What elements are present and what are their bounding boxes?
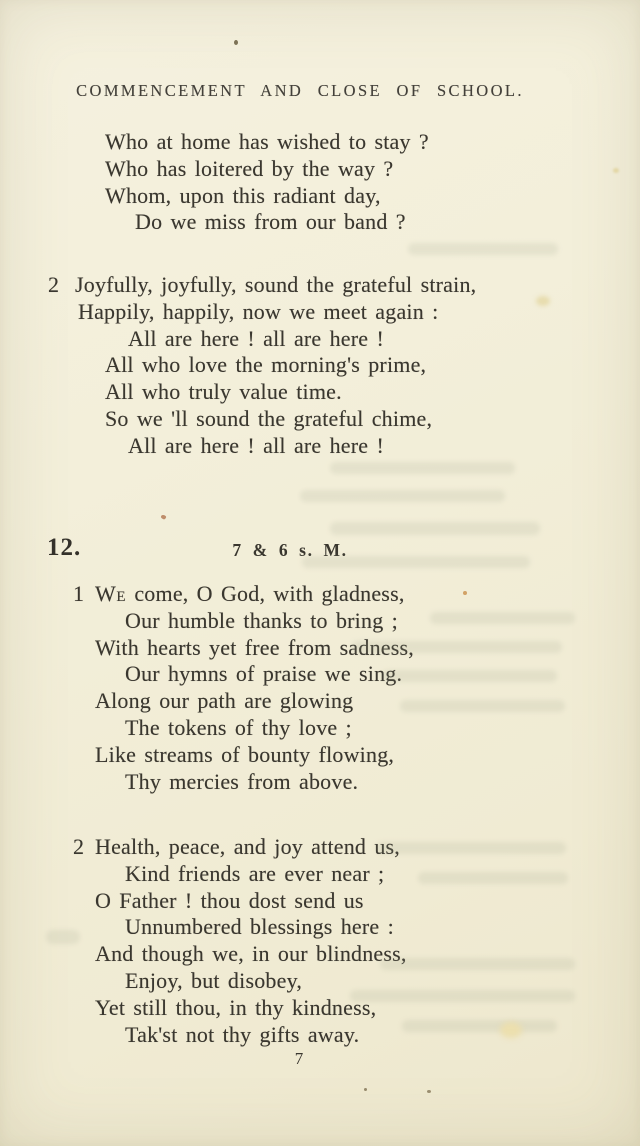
line-rest: come, O God, with gladness, [126, 581, 405, 606]
verse-number: 2 [48, 272, 59, 297]
poem-line: Whom, upon this radiant day, [105, 182, 381, 208]
paper-speck [160, 514, 166, 520]
bleed-through-smudge [380, 958, 575, 970]
bleed-through-smudge [418, 872, 568, 884]
poem-line: And though we, in our blindness, [95, 941, 407, 967]
verse-number: 1 [73, 581, 84, 606]
poem-line: Our hymns of praise we sing. [125, 661, 403, 687]
stanza-continuation [105, 129, 429, 236]
poem-line: All are here ! all are here ! [128, 325, 384, 351]
bleed-through-smudge [402, 1020, 557, 1032]
poem-line: With hearts yet free from sadness, [95, 634, 414, 660]
poem-line: The tokens of thy love ; [125, 714, 352, 740]
poem-line: Yet still thou, in thy kindness, [95, 994, 377, 1020]
paper-stain [536, 296, 550, 306]
poem-line: Like streams of bounty flowing, [95, 741, 395, 767]
hymn12-stanza-1 [73, 581, 414, 795]
poem-line: Happily, happily, now we meet again : [78, 298, 439, 324]
verse-number: 2 [73, 834, 84, 859]
poem-line: Kind friends are ever near ; [125, 860, 385, 886]
paper-stain [500, 1022, 522, 1038]
poem-line: All are here ! all are here ! [128, 432, 384, 458]
hymn-meter: 7 & 6 s. M. [232, 540, 348, 560]
poem-line: Enjoy, but disobey, [125, 967, 303, 993]
paper-speck [234, 40, 238, 45]
poem-line: Do we miss from our band ? [135, 209, 406, 235]
poem-line: All who love the morning's prime, [105, 352, 427, 378]
bleed-through-smudge [300, 490, 505, 502]
bleed-through-smudge [400, 700, 565, 712]
hymn-number: 12. [47, 534, 82, 561]
poem-line: So we 'll sound the grateful chime, [105, 405, 433, 431]
poem-line: Joyfully, joyfully, sound the grateful strain, [75, 272, 477, 297]
running-header: COMMENCEMENT AND CLOSE OF SCHOOL. [76, 81, 524, 100]
poem-line: O Father ! thou dost send us [95, 887, 364, 913]
hymn-heading [0, 534, 640, 564]
page-number: 7 [294, 1049, 304, 1068]
poem-line: Unnumbered blessings here : [125, 914, 394, 940]
poem-line: Along our path are glowing [95, 688, 354, 714]
poem-line: Tak'st not thy gifts away. [125, 1021, 360, 1047]
poem-line: Health, peace, and joy attend us, [95, 834, 400, 859]
stanza-2-previous-hymn [48, 272, 477, 460]
poem-line: Our humble thanks to bring ; [125, 607, 398, 633]
lead-word: We [95, 581, 127, 606]
poem-line: Thy mercies from above. [125, 768, 359, 794]
poem-line: Who has loitered by the way ? [105, 155, 394, 181]
bleed-through-smudge [430, 612, 575, 624]
bleed-through-smudge [46, 930, 80, 944]
paper-stain [613, 168, 619, 173]
bleed-through-smudge [408, 243, 558, 255]
bleed-through-smudge [330, 462, 515, 474]
paper-speck [463, 591, 467, 595]
poem-line: Who at home has wished to stay ? [105, 129, 429, 154]
poem-line: All who truly value time. [105, 379, 342, 405]
hymn12-stanza-2 [73, 834, 407, 1048]
paper-speck [427, 1090, 431, 1093]
poem-line [95, 581, 414, 608]
paper-speck [364, 1088, 367, 1091]
